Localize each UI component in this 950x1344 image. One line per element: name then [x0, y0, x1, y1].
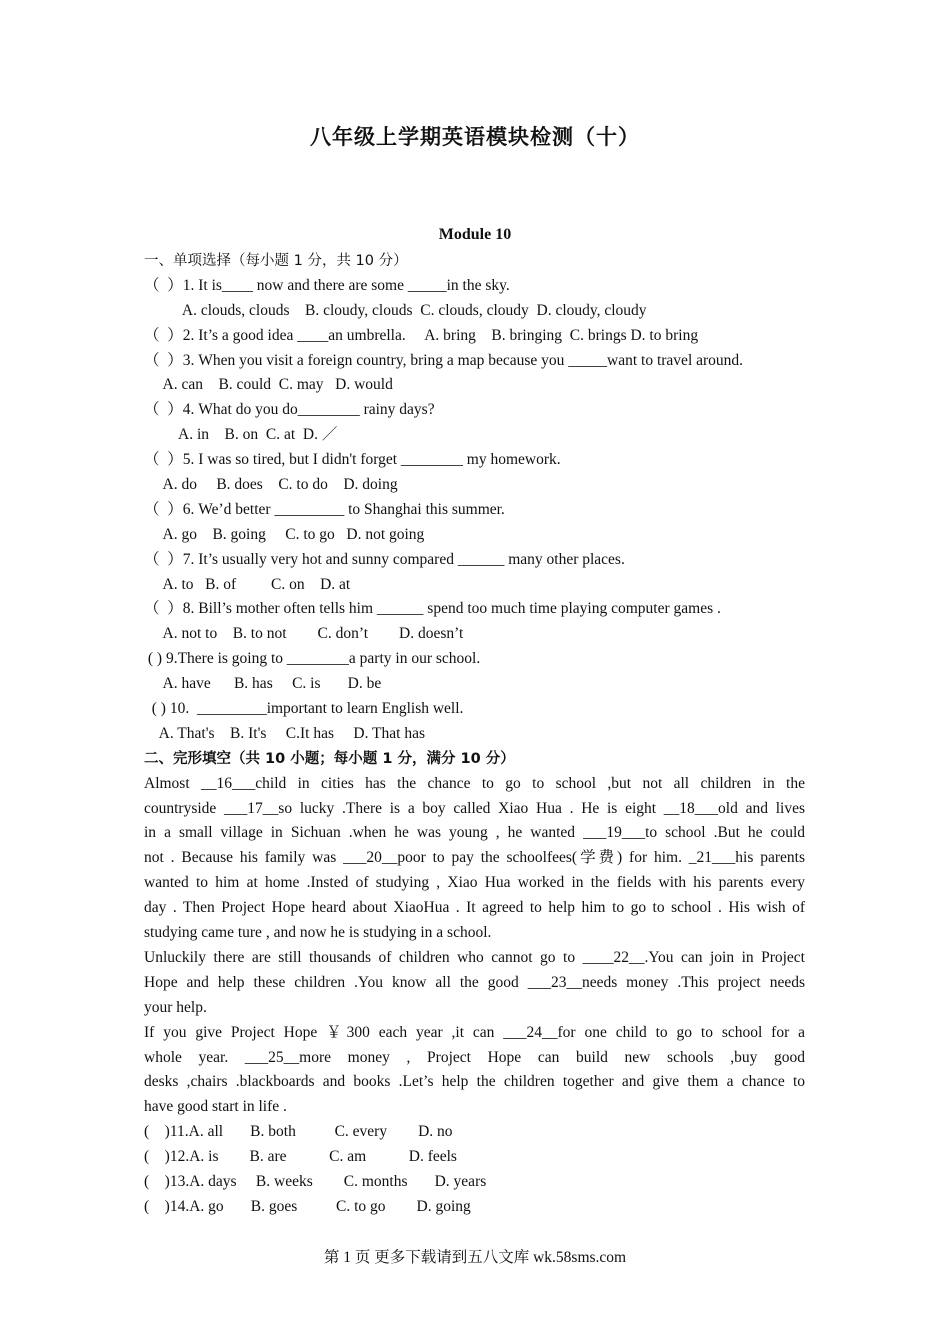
question-options: A. not to B. to not C. don’t D. doesn’t	[144, 625, 464, 643]
question: ( ) 9.There is going to ________a party in our school.	[144, 650, 481, 668]
passage-line: day . Then Project Hope heard about XiaoHua . It agreed to help him to go to school . His wish of	[144, 899, 805, 917]
question: （ ）2. It’s a good idea ____an umbrella. A. bring B. bringing C. brings D. to bring	[144, 326, 699, 344]
exam-content	[144, 249, 805, 1220]
question-options: A. have B. has C. is D. be	[144, 675, 382, 693]
question-options: A. go B. going C. to go D. not going	[144, 525, 425, 543]
passage-line: Almost __16___child in cities has the chance to go to school ,but not all children in the	[144, 774, 805, 792]
question-options: A. can B. could C. may D. would	[144, 376, 393, 394]
page-footer: 第 1 页 更多下载请到五八文库 wk.58sms.com	[323, 1249, 627, 1266]
cloze-question: ( )13.A. days B. weeks C. months D. years	[144, 1172, 487, 1190]
question: （ ）8. Bill’s mother often tells him ______ spend too much time playing computer games .	[144, 600, 721, 618]
question: ( ) 10. _________important to learn English well.	[144, 700, 464, 718]
passage-line: desks ,chairs .blackboards and books .Let’s help the children together and give them a chance to	[144, 1073, 805, 1091]
passage-line: countryside ___17__so lucky .There is a boy called Xiao Hua . He is eight __18___old and lives	[144, 799, 805, 817]
module-heading: Module 10	[438, 226, 512, 243]
section-heading: 二、完形填空（共 10 小题；每小题 1 分，满分 10 分）	[144, 750, 515, 767]
page-title: 八年级上学期英语模块检测（十）	[310, 125, 640, 149]
passage-line: studying came ture , and now he is studying in a school.	[144, 924, 492, 942]
question-options: A. That's B. It's C.It has D. That has	[144, 724, 425, 742]
cloze-question: ( )12.A. is B. are C. am D. feels	[144, 1148, 457, 1166]
passage-line: Hope and help these children .You know all the good ___23__needs money .This project needs	[144, 973, 805, 991]
question-options: A. in B. on C. at D. ／	[144, 426, 338, 444]
cloze-question: ( )11.A. all B. both C. every D. no	[144, 1123, 453, 1141]
question-options: A. do B. does C. to do D. doing	[144, 476, 398, 494]
question-options: A. clouds, clouds B. cloudy, clouds C. clouds, cloudy D. cloudy, cloudy	[144, 301, 647, 319]
question: （ ）5. I was so tired, but I didn't forget ________ my homework.	[144, 451, 561, 469]
question: （ ）1. It is____ now and there are some _____in the sky.	[144, 276, 510, 294]
question: （ ）7. It’s usually very hot and sunny compared ______ many other places.	[144, 550, 625, 568]
question-options: A. to B. of C. on D. at	[144, 575, 351, 593]
passage-line: have good start in life .	[144, 1098, 287, 1116]
question: （ ）3. When you visit a foreign country, bring a map because you _____want to travel around.	[144, 351, 744, 369]
passage-line: whole year. ___25__more money , Project Hope can build new schools ,buy good	[144, 1048, 805, 1066]
cloze-question: ( )14.A. go B. goes C. to go D. going	[144, 1197, 471, 1215]
passage-line: your help.	[144, 998, 207, 1016]
passage-line: not . Because his family was ___20__poor to pay the schoolfees(学费) for him. _21___his parents	[144, 849, 805, 867]
passage-line: If you give Project Hope ￥300 each year ,it can ___24__for one child to go to school for a	[144, 1023, 805, 1041]
question: （ ）6. We’d better _________ to Shanghai this summer.	[144, 500, 505, 518]
section-heading: 一、单项选择（每小题 1 分，共 10 分）	[144, 253, 408, 269]
passage-line: wanted to him at home .Insted of studying , Xiao Hua worked in the fields with his parents every	[144, 874, 805, 892]
passage-line: in a small village in Sichuan .when he was young , he wanted ___19___to school .But he could	[144, 824, 805, 842]
passage-line: Unluckily there are still thousands of children who cannot go to ____22__.You can join in Project	[144, 948, 805, 966]
question: （ ）4. What do you do________ rainy days?	[144, 401, 435, 419]
